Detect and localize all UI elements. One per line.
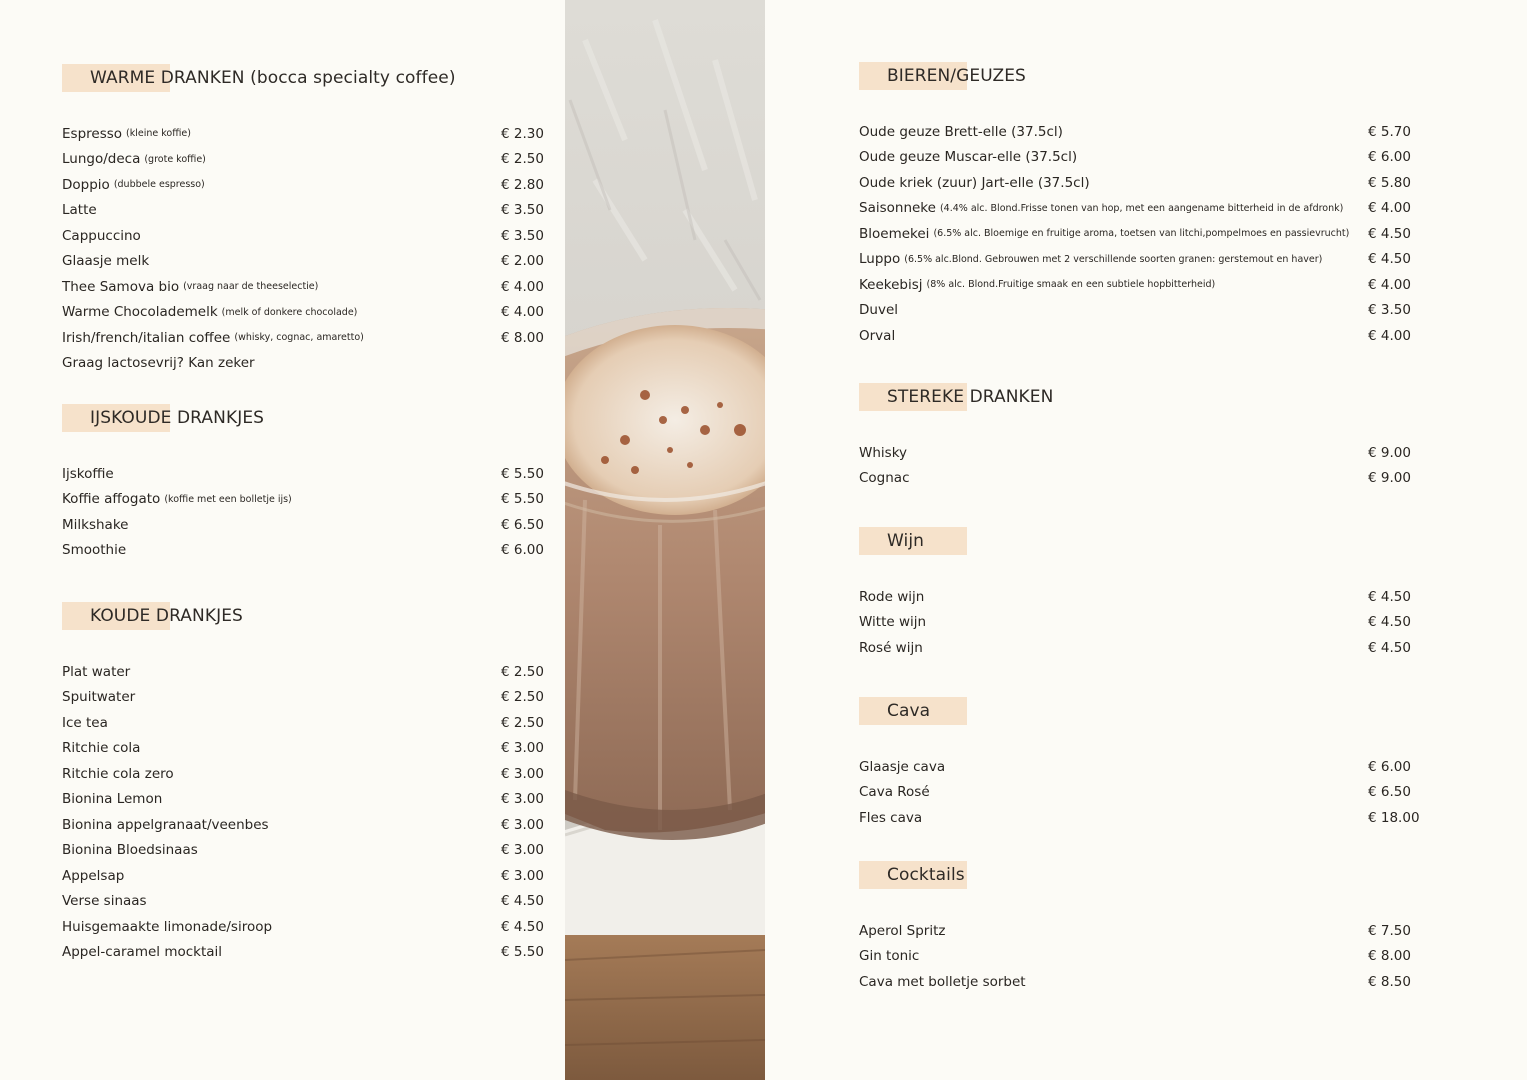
item-name: Verse sinaas [62,893,147,910]
item-price: € 2.50 [501,151,544,168]
menu-item [859,754,1419,780]
item-name: Bionina Bloedsinaas [62,842,198,859]
section-heading [859,527,1419,555]
item-name: Milkshake [62,516,129,533]
item-name: Orval [859,327,896,344]
item-price: € 5.70 [1368,123,1411,140]
item-name: Thee Samova bio [62,278,180,295]
heading-text: STEREKE DRANKEN [887,387,1054,407]
menu-item [859,170,1419,196]
item-price: € 4.00 [1368,276,1411,293]
menu-item [859,440,1419,466]
menu-item [62,223,550,249]
item-name: Saisonneke [859,200,936,217]
menu-item [62,787,550,813]
item-price: € 5.50 [501,465,544,482]
item-name: Oude kriek (zuur) Jart-elle (37.5cl) [859,174,1090,191]
item-note: (koffie met een bolletje ijs) [164,493,292,505]
heading-text: IJSKOUDE DRANKJES [90,408,265,428]
item-name: Duvel [859,302,898,319]
item-price: € 4.50 [1368,225,1411,242]
item-name: Bloemekei [859,225,930,242]
section-heading [62,404,550,432]
item-price: € 6.00 [1368,149,1411,166]
item-name: Aperol Spritz [859,922,946,939]
item-price: € 9.00 [1368,444,1411,461]
menu-item [859,805,1419,831]
menu-item [859,944,1419,970]
item-name: Huisgemaakte limonade/siroop [62,918,273,935]
menu-item [62,461,550,487]
item-price: € 6.50 [501,516,544,533]
item-note: (6.5% alc.Blond. Gebrouwen met 2 verschillende soorten granen: gerstemout en haver) [904,253,1323,265]
item-price: € 4.00 [501,278,544,295]
item-note: (vraag naar de theeselectie) [183,281,319,293]
menu-item [62,914,550,940]
section-heading [62,64,550,92]
menu-item [62,274,550,300]
menu-item [859,466,1419,492]
section-stereke-dranken [859,383,1419,491]
item-name: Fles cava [859,809,923,826]
heading-text: Cava [887,701,931,721]
item-note: (grote koffie) [144,153,206,165]
item-name: Witte wijn [859,614,927,631]
menu-item [859,298,1419,324]
heading-text: Cocktails [887,865,965,885]
section-wijn [859,527,1419,661]
item-name: Gin tonic [859,948,920,965]
item-note: (whisky, cognac, amaretto) [234,332,364,344]
item-price: € 7.50 [1368,922,1411,939]
menu-item [859,145,1419,171]
item-price: € 18.00 [1368,809,1420,826]
item-name: Oude geuze Brett-elle (37.5cl) [859,123,1063,140]
menu-item [62,736,550,762]
item-price: € 4.50 [501,918,544,935]
heading-text: WARME DRANKEN (bocca specialty coffee) [90,68,456,88]
menu-item [859,584,1419,610]
item-name: Ice tea [62,714,108,731]
item-name: Spuitwater [62,689,136,706]
item-name: Ritchie cola [62,740,141,757]
item-name: Luppo [859,251,901,268]
menu-item [62,487,550,513]
item-price: € 3.50 [501,227,544,244]
menu-item [62,812,550,838]
menu-item-list [859,440,1419,491]
menu-item [62,300,550,326]
section-cava [859,697,1419,831]
menu-item [62,710,550,736]
menu-item [859,247,1419,273]
section-koude-drankjes [62,602,550,965]
item-price: € 3.00 [501,765,544,782]
item-name: Rode wijn [859,588,925,605]
item-name: Cappuccino [62,227,141,244]
menu-item [62,198,550,224]
coffee-photo [565,0,765,1080]
menu-item-list [62,659,550,965]
menu-item [62,940,550,966]
menu-item [859,323,1419,349]
menu-item [859,196,1419,222]
section-heading [859,62,1419,90]
section-warme-dranken [62,64,550,376]
item-name: Smoothie [62,542,127,559]
item-price: € 6.00 [1368,758,1411,775]
menu-item [62,761,550,787]
item-name: Lungo/deca [62,151,141,168]
item-price: € 4.00 [501,304,544,321]
item-name: Glaasje melk [62,253,150,270]
item-name: Plat water [62,663,131,680]
item-name: Doppio [62,176,110,193]
section-heading [62,602,550,630]
menu-item [859,610,1419,636]
menu-item [62,838,550,864]
item-name: Warme Chocolademelk [62,304,218,321]
item-name: Glaasje cava [859,758,946,775]
item-price: € 5.50 [501,944,544,961]
item-price: € 8.00 [1368,948,1411,965]
section-cocktails [859,861,1419,995]
menu-item-list [62,461,550,563]
menu-item [62,325,550,351]
menu-item-list [62,121,550,351]
item-note: (4.4% alc. Blond.Frisse tonen van hop, met een aangename bitterheid in de afdronk) [939,202,1344,214]
menu-item [62,147,550,173]
coffee-glass-illustration [565,0,765,1080]
menu-item [62,685,550,711]
item-price: € 5.50 [501,491,544,508]
item-price: € 2.50 [501,689,544,706]
item-name: Keekebisj [859,276,923,293]
section-ijskoude-drankjes [62,404,550,563]
item-name: Appel-caramel mocktail [62,944,223,961]
item-price: € 5.80 [1368,174,1411,191]
menu-item [859,969,1419,995]
section-heading [859,383,1419,411]
item-name: Ritchie cola zero [62,765,174,782]
menu-item [859,780,1419,806]
item-name: Cava met bolletje sorbet [859,973,1026,990]
menu-item [859,119,1419,145]
item-price: € 2.80 [501,176,544,193]
item-price: € 4.50 [501,893,544,910]
item-name: Koffie affogato [62,491,161,508]
item-name: Cava Rosé [859,784,930,801]
item-price: € 4.50 [1368,251,1411,268]
menu-item [62,512,550,538]
item-price: € 3.00 [501,740,544,757]
item-price: € 4.00 [1368,327,1411,344]
item-name: Appelsap [62,867,125,884]
menu-item [62,121,550,147]
menu-item-list [859,754,1419,831]
item-price: € 8.50 [1368,973,1411,990]
menu-item-list [859,918,1419,995]
item-note: (8% alc. Blond.Fruitige smaak en een subtiele hopbitterheid) [926,279,1216,291]
item-price: € 9.00 [1368,470,1411,487]
menu-item [859,272,1419,298]
item-price: € 3.50 [1368,302,1411,319]
item-name: Oude geuze Muscar-elle (37.5cl) [859,149,1078,166]
item-price: € 8.00 [501,329,544,346]
section-heading [859,697,1419,725]
item-price: € 4.50 [1368,639,1411,656]
menu-item [62,889,550,915]
item-name: Latte [62,202,97,219]
item-name: Irish/french/italian coffee [62,329,231,346]
item-note: (dubbele espresso) [113,179,205,191]
item-name: Rosé wijn [859,639,923,656]
menu-item [62,659,550,685]
heading-text: KOUDE DRANKJES [90,606,243,626]
lactose-note: Graag lactosevrij? Kan zeker [62,355,255,372]
item-note: (melk of donkere chocolade) [221,306,358,318]
item-price: € 3.00 [501,867,544,884]
menu-item-list [859,119,1419,349]
section-bieren-geuzes [859,62,1419,349]
item-price: € 2.50 [501,663,544,680]
item-price: € 2.50 [501,714,544,731]
menu-item [859,221,1419,247]
heading-text: Wijn [887,531,925,551]
item-note: (kleine koffie) [126,128,191,140]
menu-item [859,635,1419,661]
item-name: Espresso [62,125,123,142]
item-note: (6.5% alc. Bloemige en fruitige aroma, toetsen van litchi,pompelmoes en passievrucht) [933,228,1350,240]
menu-item [62,538,550,564]
item-price: € 3.00 [501,791,544,808]
item-name: Whisky [859,444,908,461]
item-price: € 3.50 [501,202,544,219]
item-price: € 4.00 [1368,200,1411,217]
section-heading [859,861,1419,889]
menu-item [62,172,550,198]
item-price: € 6.00 [501,542,544,559]
menu-item-list [859,584,1419,661]
item-price: € 2.30 [501,125,544,142]
item-name: Cognac [859,470,910,487]
item-name: Bionina Lemon [62,791,163,808]
menu-item [62,249,550,275]
item-price: € 4.50 [1368,614,1411,631]
item-price: € 3.00 [501,816,544,833]
item-price: € 6.50 [1368,784,1411,801]
item-name: Ijskoffie [62,465,114,482]
item-price: € 3.00 [501,842,544,859]
item-price: € 2.00 [501,253,544,270]
heading-text: BIEREN/GEUZES [887,66,1026,86]
menu-item [62,863,550,889]
menu-item [859,918,1419,944]
item-name: Bionina appelgranaat/veenbes [62,816,269,833]
item-price: € 4.50 [1368,588,1411,605]
